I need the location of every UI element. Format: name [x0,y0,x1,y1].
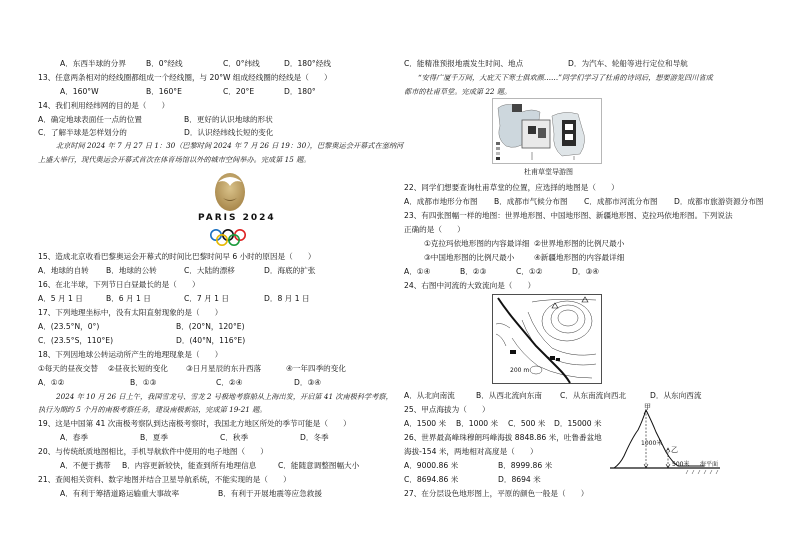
q14-option-c[interactable]: C．了解半球是怎样划分的 [38,128,127,137]
question-27: 27、在分层设色地形图上，平原的颜色一般是（ ） [404,489,589,498]
option-b[interactable]: B．1000 米 [456,419,499,428]
option-b[interactable]: B．0°经线 [146,59,183,68]
option-a[interactable]: A．①② [38,378,65,387]
option-c[interactable]: C．8694.86 米 [404,475,459,484]
point-jia: 甲 [644,403,651,411]
option-d[interactable]: D．为汽车、轮船等进行定位和导航 [568,59,688,68]
option-b[interactable]: B．有利于开展地震等应急救援 [218,489,322,498]
question-14: 14、我们利用经纬网的目的是（ ） [38,101,170,110]
option-c[interactable]: C．500 米 [508,419,546,428]
option-a[interactable]: A．5 月 1 日 [38,294,83,303]
item-1: ①每天的昼夜交替 [38,364,98,373]
option-c[interactable]: C．秋季 [220,433,249,442]
option-a[interactable]: A．①④ [404,267,431,276]
q17-option-d[interactable]: D．(40°N，116°E) [176,336,246,345]
item-3: ③日月星辰的东升西落 [186,364,262,373]
option-d[interactable]: D．15000 米 [554,419,602,428]
option-a[interactable]: A．春季 [60,433,88,442]
intro-paris-2: 上盛大举行，现代奥运会开幕式首次在体育场馆以外的城市空间举办。完成第 15 题。 [38,155,311,164]
intro-antarctic: 2024 年 10 月 26 日上午，我国雪龙号、雪龙 2 号极地考察船从上海出发，开启第 41 次南极科学考察， [56,392,393,401]
option-d[interactable]: D．③④ [572,267,600,276]
option-a[interactable]: A．东西半球的分界 [60,59,126,68]
option-d[interactable]: D．海底的扩张 [264,266,316,275]
option-b[interactable]: B．6 月 1 日 [106,294,151,303]
point-yi: 乙 [671,446,678,454]
option-a[interactable]: A．从北向南流 [404,391,455,400]
item-2: ②昼夜长短的变化 [108,364,168,373]
contour-interval-label: 200 m [510,367,530,374]
dufu-cottage-map [492,98,602,164]
question-17: 17、下列地理坐标中，没有太阳直射现象的是（ ） [38,308,223,317]
option-d[interactable]: D．8 月 1 日 [264,294,310,303]
q17-option-c[interactable]: C．(23.5°S，110°E) [38,336,114,345]
option-a[interactable]: A．成都市地形分布图 [404,197,478,206]
intro-antarctic-2: 执行为期约 5 个月的南极考察任务，建设南极新站，完成第 19-21 题。 [38,405,267,414]
option-b[interactable]: B．160°E [146,87,182,96]
question-22: 22、同学们想要查询杜甫草堂的位置，应选择的地图是（ ） [404,183,619,192]
height-1000-label: 1000米 [641,440,663,447]
option-d[interactable]: D．③④ [294,378,322,387]
contour-river-map [492,294,602,384]
question-15: 15、造成北京收看巴黎奥运会开幕式的时间比巴黎时间早 6 小时的原因是（ ） [38,252,316,261]
option-c[interactable]: C．能精准预报地震发生时间、地点 [404,59,524,68]
q23-item-1: ①克拉玛依地形图的内容最详细 [424,239,530,248]
option-c[interactable]: C．7 月 1 日 [184,294,229,303]
paris-2024-logo [190,168,270,246]
option-d[interactable]: D．180° [284,87,316,96]
question-21: 21、查阅相关资料、数字地图并结合卫星导航系统，不能实现的是（ ） [38,475,291,484]
question-23: 23、有四张图幅一样的地图：世界地形图、中国地形图、新疆地形图、克拉玛依地形图。下列说法 [404,211,733,220]
map-caption: 杜甫草堂导游图 [524,168,573,176]
option-d[interactable]: D．180°经线 [284,59,331,68]
option-b[interactable]: B．成都市气候分布图 [494,197,568,206]
intro-dufu-2: 都市的杜甫草堂。完成第 22 题。 [404,87,512,96]
option-d[interactable]: D．冬季 [300,433,329,442]
option-c[interactable]: C．能随意调整图幅大小 [278,461,360,470]
option-a[interactable]: A．有利于筹措道路运输重大事故率 [60,489,180,498]
question-24: 24、右图中河流的大致流向是（ ） [404,281,536,290]
paris-2024-wordmark: PARIS 2024 [198,213,276,223]
question-23-cont: 正确的是（ ） [404,225,465,234]
option-a[interactable]: A．1500 米 [404,419,447,428]
q17-option-a[interactable]: A．(23.5°N，0°) [38,322,100,331]
option-b[interactable]: B．夏季 [140,433,168,442]
option-a[interactable]: A．地球的自转 [38,266,89,275]
option-c[interactable]: C．①② [516,267,543,276]
option-b[interactable]: B．8999.86 米 [498,461,553,470]
option-b[interactable]: B．②③ [460,267,487,276]
option-c[interactable]: C．成都市河流分布图 [584,197,658,206]
option-c[interactable]: C．②④ [216,378,243,387]
q23-item-2: ②世界地形图的比例尺最小 [534,239,625,248]
question-16: 16、在北半球，下列节日白昼最长的是（ ） [38,280,200,289]
q17-option-b[interactable]: B．(20°N，120°E) [176,322,245,331]
option-d[interactable]: D．成都市旅游资源分布图 [674,197,764,206]
option-c[interactable]: C．20°E [223,87,255,96]
question-26-cont: 海拔-154 米，两地相对高度是（ ） [404,447,538,456]
item-4: ④一年四季的变化 [286,364,346,373]
option-c[interactable]: C．从东南流向西北 [560,391,627,400]
option-b[interactable]: B．内容更新较快，能查到所有地理信息 [122,461,257,470]
option-a[interactable]: A．9000.86 米 [404,461,459,470]
sea-level-label: 海平面 [700,461,719,468]
intro-dufu: “安得广厦千万间，大庇天下寒士俱欢颜……”同学们学习了杜甫的诗词后，想要游览四川省成 [418,73,713,82]
q14-option-b[interactable]: B．更好的认识地球的形状 [184,115,273,124]
question-18: 18、下列因地球公转运动所产生的地理现象是（ ） [38,350,223,359]
q23-item-3: ③中国地形图的比例尺最小 [424,253,515,262]
question-25: 25、甲点海拔为（ ） [404,405,490,414]
option-b[interactable]: B．从西北流向东南 [476,391,542,400]
height-500-label: 500米 [672,461,690,468]
option-c[interactable]: C．大陆的漂移 [184,266,235,275]
option-a[interactable]: A．不便于携带 [60,461,111,470]
question-13: 13、任意两条相对的经线圈都组成一个经线圈，与 20°W 组成经线圈的经线是（ ） [38,73,332,82]
question-26: 26、世界最高峰珠穆朗玛峰海拔 8848.86 米，吐鲁番盆地 [404,433,602,442]
option-a[interactable]: A．160°W [60,87,99,96]
question-20: 20、与传统纸质地图相比，手机导航软件中使用的电子地图（ ） [38,447,268,456]
q14-option-a[interactable]: A．确定地球表面任一点的位置 [38,115,142,124]
option-d[interactable]: D．从东向西流 [650,391,702,400]
q14-option-d[interactable]: D．认识经纬线长短的变化 [184,128,274,137]
q23-item-4: ④新疆地形图的内容最详细 [534,253,625,262]
option-d[interactable]: D．8694 米 [498,475,541,484]
question-19: 19、这是中国第 41 次南极考察队到达南极考察时，我国北方地区所处的季节可能是（ ） [38,419,351,428]
intro-paris: 北京时间 2024 年 7 月 27 日 1：30（巴黎时间 2024 年 7 月 26 日 19：30），巴黎奥运会开幕式在塞纳河 [56,141,404,150]
option-b[interactable]: B．①③ [130,378,157,387]
option-b[interactable]: B．地球的公转 [106,266,157,275]
option-c[interactable]: C．0°纬线 [223,59,260,68]
